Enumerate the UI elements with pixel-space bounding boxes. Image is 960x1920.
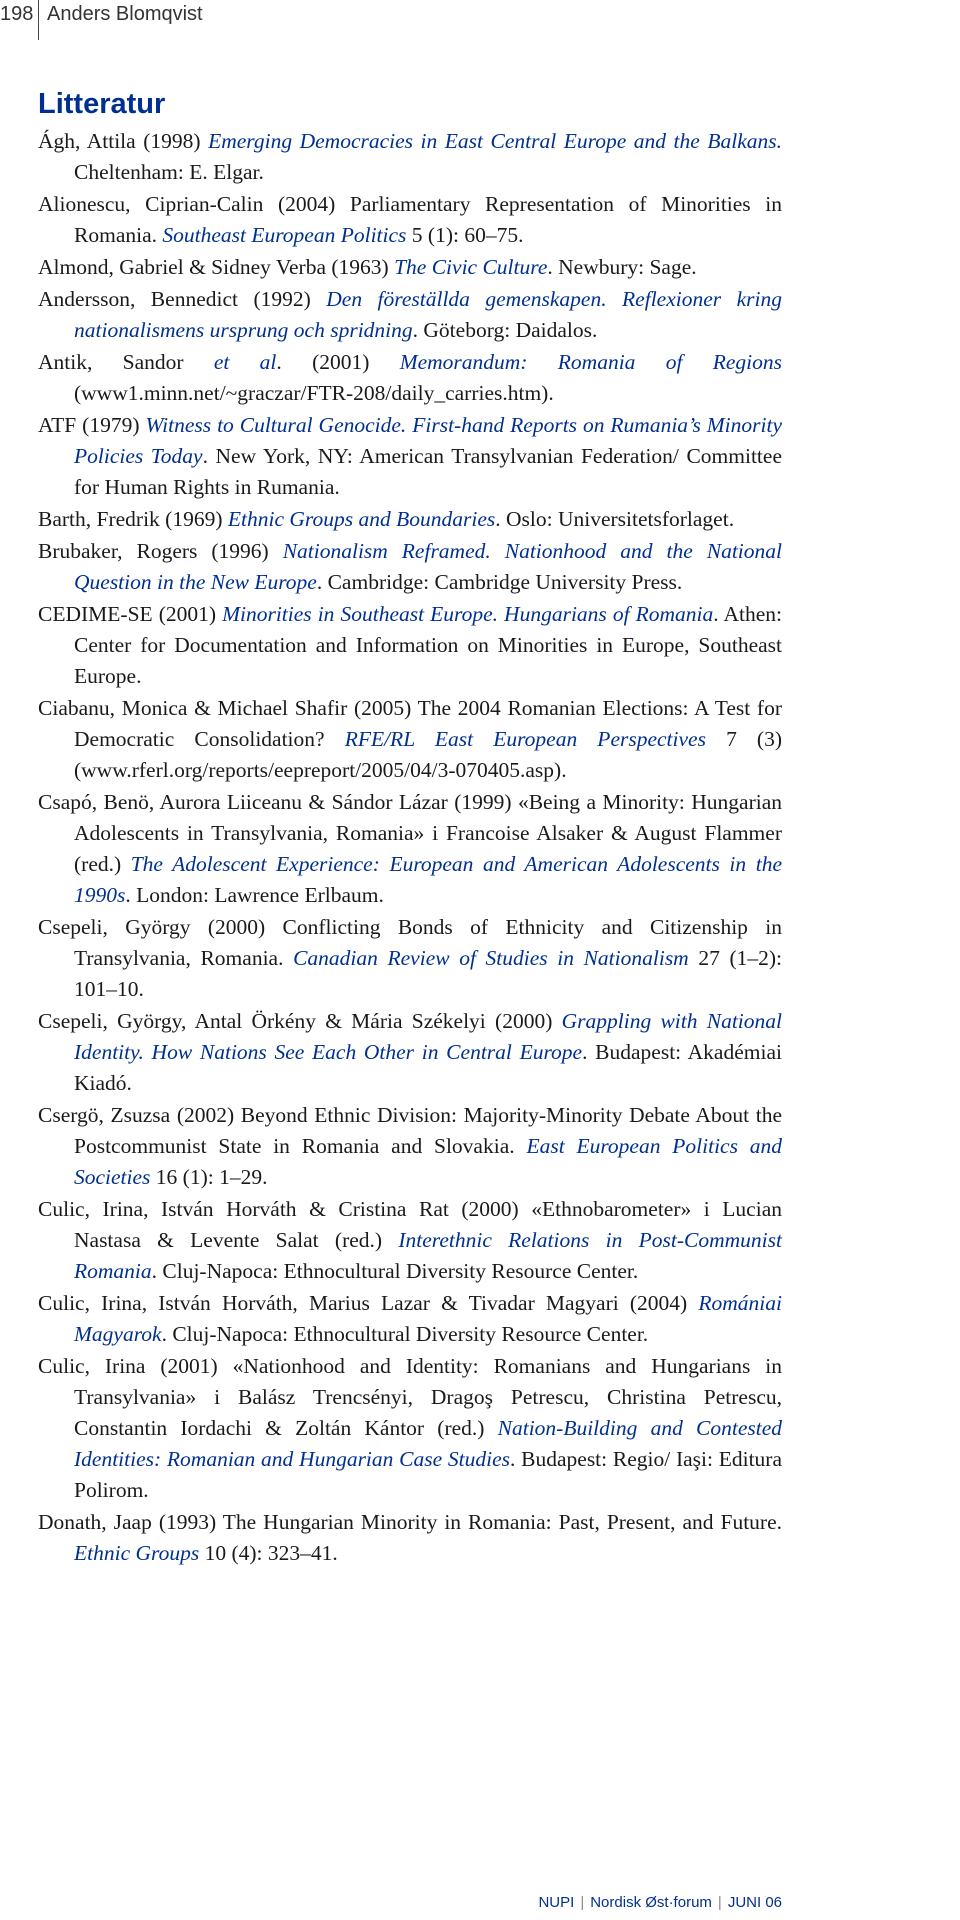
reference-text: 7 (3) (www.rferl.org/reports/eepreport/2005/04/3-070405.asp). [74,727,782,782]
reference-title: Minorities in Southeast Europe. Hungarians of Romania [222,602,714,626]
reference-text: 5 (1): 60–75. [406,223,524,247]
reference-entry [38,536,782,598]
reference-text: . Athen: Center for Documentation and Information on Minorities in Europe, Southeast Europe. [74,602,782,688]
page-number: 198 [0,3,34,25]
reference-text: Csepeli, György (2000) Conflicting Bonds of Ethnicity and Citizenship in Transylvania, Romania. [38,915,782,970]
reference-text: Csapó, Benö, Aurora Liiceanu & Sándor Lázar (1999) «Being a Minority: Hungarian Adolescents in Transylvania, Romania» i Francoise Alsaker & August Flammer (red.) [38,790,782,876]
reference-text: Culic, Irina, István Horváth, Marius Lazar & Tivadar Magyari (2004) [38,1291,699,1315]
header-divider [38,0,39,40]
reference-entry [38,1100,782,1193]
reference-text: . (2001) [276,350,400,374]
reference-text: . Budapest: Akadémiai Kiadó. [74,1040,782,1095]
reference-entry [38,1507,782,1569]
reference-entry [38,126,782,188]
reference-title: RFE/RL East European Perspectives [344,727,706,751]
reference-text: . Cambridge: Cambridge University Press. [316,570,683,594]
footer-issue: JUNI 06 [727,1894,782,1911]
footer-org: NUPI [538,1894,575,1911]
reference-entry [38,1006,782,1099]
reference-text: Almond, Gabriel & Sidney Verba (1963) [38,255,395,279]
reference-entry [38,787,782,911]
reference-title: Interethnic Relations in Post-Communist Romania [74,1228,782,1283]
reference-entry [38,347,782,409]
reference-text: . Newbury: Sage. [547,255,697,279]
reference-text: Alionescu, Ciprian-Calin (2004) Parliamentary Representation of Minorities in Romania. [38,192,782,247]
reference-text: 10 (4): 323–41. [199,1541,338,1565]
reference-entry [38,912,782,1005]
reference-text: . Göteborg: Daidalos. [412,318,598,342]
reference-entry [38,252,782,283]
reference-text: 16 (1): 1–29. [150,1165,268,1189]
reference-text: Ágh, Attila (1998) [38,129,209,153]
reference-text: Culic, Irina (2001) «Nationhood and Identity: Romanians and Hungarians in Transylvania» i Balász Trencsényi, Dragoş Petrescu, Christina Petrescu, Constantin Iordachi & Zoltán Kántor (red.) [38,1354,782,1440]
reference-title: East European Politics and Societies [74,1134,783,1189]
reference-entry [38,599,782,692]
footer-separator: | [580,1894,585,1911]
reference-text: . Cluj-Napoca: Ethnocultural Diversity Resource Center. [151,1259,639,1283]
reference-entry [38,1351,782,1506]
reference-text: . London: Lawrence Erlbaum. [125,883,384,907]
reference-entry [38,410,782,503]
reference-text: . Oslo: Universitetsforlaget. [495,507,735,531]
reference-title: Ethnic Groups [74,1541,200,1565]
reference-text: Culic, Irina, István Horváth & Cristina Rat (2000) «Ethnobarometer» i Lucian Nastasa & Levente Salat (red.) [38,1197,782,1252]
reference-title: Grappling with National Identity. How Nations See Each Other in Central Europe [74,1009,782,1064]
section-heading: Litteratur [38,88,166,120]
reference-title: Nationalism Reframed. Nationhood and the National Question in the New Europe [74,539,782,594]
reference-text: Brubaker, Rogers (1996) [38,539,283,563]
reference-entry [38,693,782,786]
reference-text: Barth, Fredrik (1969) [38,507,228,531]
reference-text: Andersson, Bennedict (1992) [38,287,327,311]
reference-text: 27 (1–2): 101–10. [74,946,782,1001]
reference-entry [38,1288,782,1350]
reference-text: (www1.minn.net/~graczar/FTR-208/daily_carries.htm). [74,381,554,405]
reference-title: Witness to Cultural Genocide. First-hand Reports on Rumania’s Minority Policies Today [74,413,782,468]
reference-title: Romániai Magyarok [74,1291,782,1346]
reference-title: Emerging Democracies in East Central Europe and the Balkans. [208,129,782,153]
reference-entry [38,504,782,535]
footer [538,1894,782,1911]
running-head [0,0,960,40]
reference-title: Memorandum: Romania of Regions [399,350,782,374]
reference-text: ATF (1979) [38,413,146,437]
reference-text: . New York, NY: American Transylvanian Federation/ Committee for Human Rights in Rumania. [74,444,782,499]
footer-separator: | [717,1894,722,1911]
reference-title: The Adolescent Experience: European and American Adolescents in the 1990s [74,852,782,907]
reference-text: Cheltenham: E. Elgar. [74,160,264,184]
reference-text: Csergö, Zsuzsa (2002) Beyond Ethnic Division: Majority-Minority Debate About the Postcommunist State in Romania and Slovakia. [38,1103,782,1158]
reference-text: Csepeli, György, Antal Örkény & Mária Székelyi (2000) [38,1009,562,1033]
reference-text: Ciabanu, Monica & Michael Shafir (2005) The 2004 Romanian Elections: A Test for Democratic Consolidation? [38,696,782,751]
reference-text: Antik, Sandor [38,350,214,374]
reference-title: Den föreställda gemenskapen. Reflexioner kring nationalismens ursprung och spridning [74,287,782,342]
reference-title: The Civic Culture [394,255,548,279]
reference-list [38,126,782,1570]
reference-entry [38,284,782,346]
reference-title: et al [213,350,277,374]
reference-text: . Budapest: Regio/ Iaşi: Editura Polirom. [74,1447,782,1502]
footer-journal: Nordisk Øst·forum [590,1894,712,1911]
reference-entry [38,1194,782,1287]
reference-title: Southeast European Politics [162,223,407,247]
reference-text: Donath, Jaap (1993) The Hungarian Minority in Romania: Past, Present, and Future. [38,1510,782,1534]
reference-text: . Cluj-Napoca: Ethnocultural Diversity Resource Center. [161,1322,649,1346]
reference-title: Ethnic Groups and Boundaries [227,507,496,531]
reference-title: Nation-Building and Contested Identities: Romanian and Hungarian Case Studies [74,1416,782,1471]
reference-entry [38,189,782,251]
reference-text: CEDIME-SE (2001) [38,602,223,626]
reference-title: Canadian Review of Studies in Nationalism [293,946,689,970]
running-head-author: Anders Blomqvist [47,3,203,25]
